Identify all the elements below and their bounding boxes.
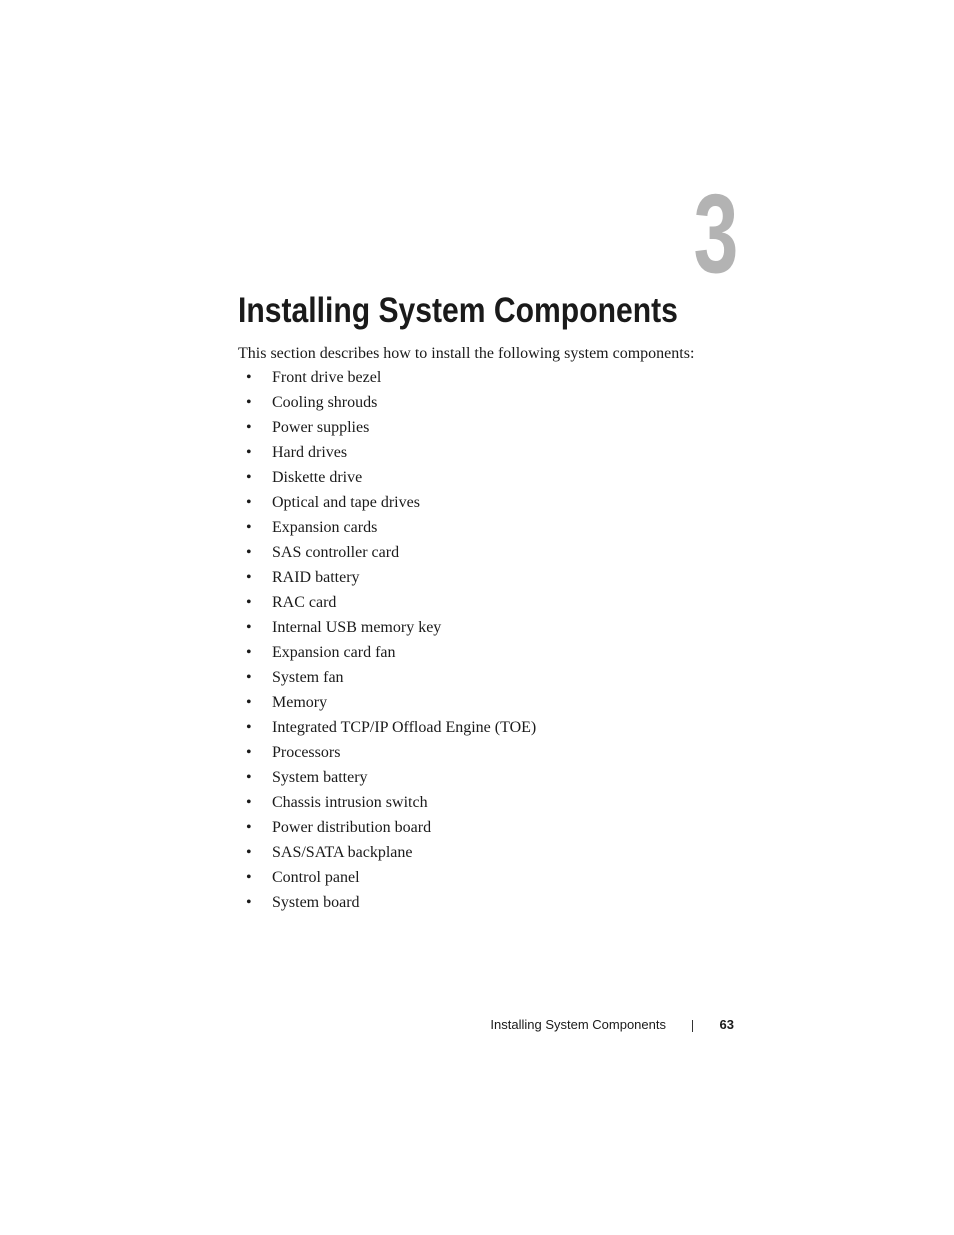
list-item (238, 592, 536, 617)
list-item-text: Expansion card fan (272, 644, 396, 661)
list-item-text: Diskette drive (272, 469, 363, 486)
intro-paragraph: This section describes how to install the following system components: (238, 345, 695, 362)
bullet-icon: • (246, 819, 252, 836)
list-item (238, 492, 536, 517)
list-item-text: RAID battery (272, 569, 360, 586)
list-item-text: Power distribution board (272, 819, 432, 836)
footer-label: Installing System Components (490, 1017, 666, 1032)
bullet-icon: • (246, 519, 252, 536)
list-item-text: Power supplies (272, 419, 370, 436)
list-item (238, 417, 536, 442)
list-item-text: System fan (272, 669, 344, 686)
list-item (238, 392, 536, 417)
component-list (238, 367, 536, 917)
bullet-icon: • (246, 494, 252, 511)
list-item (238, 367, 536, 392)
list-item (238, 467, 536, 492)
list-item-text: Memory (272, 694, 328, 711)
bullet-icon: • (246, 719, 252, 736)
list-item-text: Processors (272, 744, 341, 761)
list-item (238, 667, 536, 692)
bullet-icon: • (246, 544, 252, 561)
footer-separator (692, 1020, 693, 1032)
bullet-icon: • (246, 869, 252, 886)
list-item (238, 642, 536, 667)
bullet-icon: • (246, 419, 252, 436)
bullet-icon: • (246, 769, 252, 786)
list-item (238, 617, 536, 642)
list-item-text: SAS controller card (272, 544, 400, 561)
list-item-text: Front drive bezel (272, 369, 382, 386)
list-item (238, 742, 536, 767)
chapter-number: 3 (693, 171, 738, 296)
bullet-icon: • (246, 394, 252, 411)
list-item-text: System board (272, 894, 360, 911)
bullet-icon: • (246, 619, 252, 636)
bullet-icon: • (246, 669, 252, 686)
list-item (238, 892, 536, 917)
bullet-icon: • (246, 844, 252, 861)
list-item-text: Integrated TCP/IP Offload Engine (TOE) (272, 719, 537, 736)
list-item (238, 767, 536, 792)
list-item-text: Cooling shrouds (272, 394, 378, 411)
list-item (238, 542, 536, 567)
list-item (238, 867, 536, 892)
page-number: 63 (719, 1017, 734, 1032)
list-item (238, 817, 536, 842)
list-item (238, 692, 536, 717)
list-item (238, 567, 536, 592)
bullet-icon: • (246, 369, 252, 386)
list-item-text: RAC card (272, 594, 337, 611)
list-item-text: Chassis intrusion switch (272, 794, 428, 811)
list-item-text: Optical and tape drives (272, 494, 420, 511)
bullet-icon: • (246, 794, 252, 811)
list-item-text: System battery (272, 769, 368, 786)
list-item (238, 842, 536, 867)
bullet-icon: • (246, 569, 252, 586)
list-item (238, 442, 536, 467)
page-footer (0, 1015, 954, 1035)
chapter-title: Installing System Components (238, 291, 678, 330)
list-item (238, 792, 536, 817)
list-item-text: SAS/SATA backplane (272, 844, 413, 861)
bullet-icon: • (246, 894, 252, 911)
list-item-text: Hard drives (272, 444, 348, 461)
list-item-text: Control panel (272, 869, 360, 886)
bullet-icon: • (246, 444, 252, 461)
list-item-text: Internal USB memory key (272, 619, 442, 636)
bullet-icon: • (246, 469, 252, 486)
list-item (238, 717, 536, 742)
bullet-icon: • (246, 744, 252, 761)
list-item-text: Expansion cards (272, 519, 378, 536)
bullet-icon: • (246, 694, 252, 711)
bullet-icon: • (246, 644, 252, 661)
list-item (238, 517, 536, 542)
bullet-icon: • (246, 594, 252, 611)
